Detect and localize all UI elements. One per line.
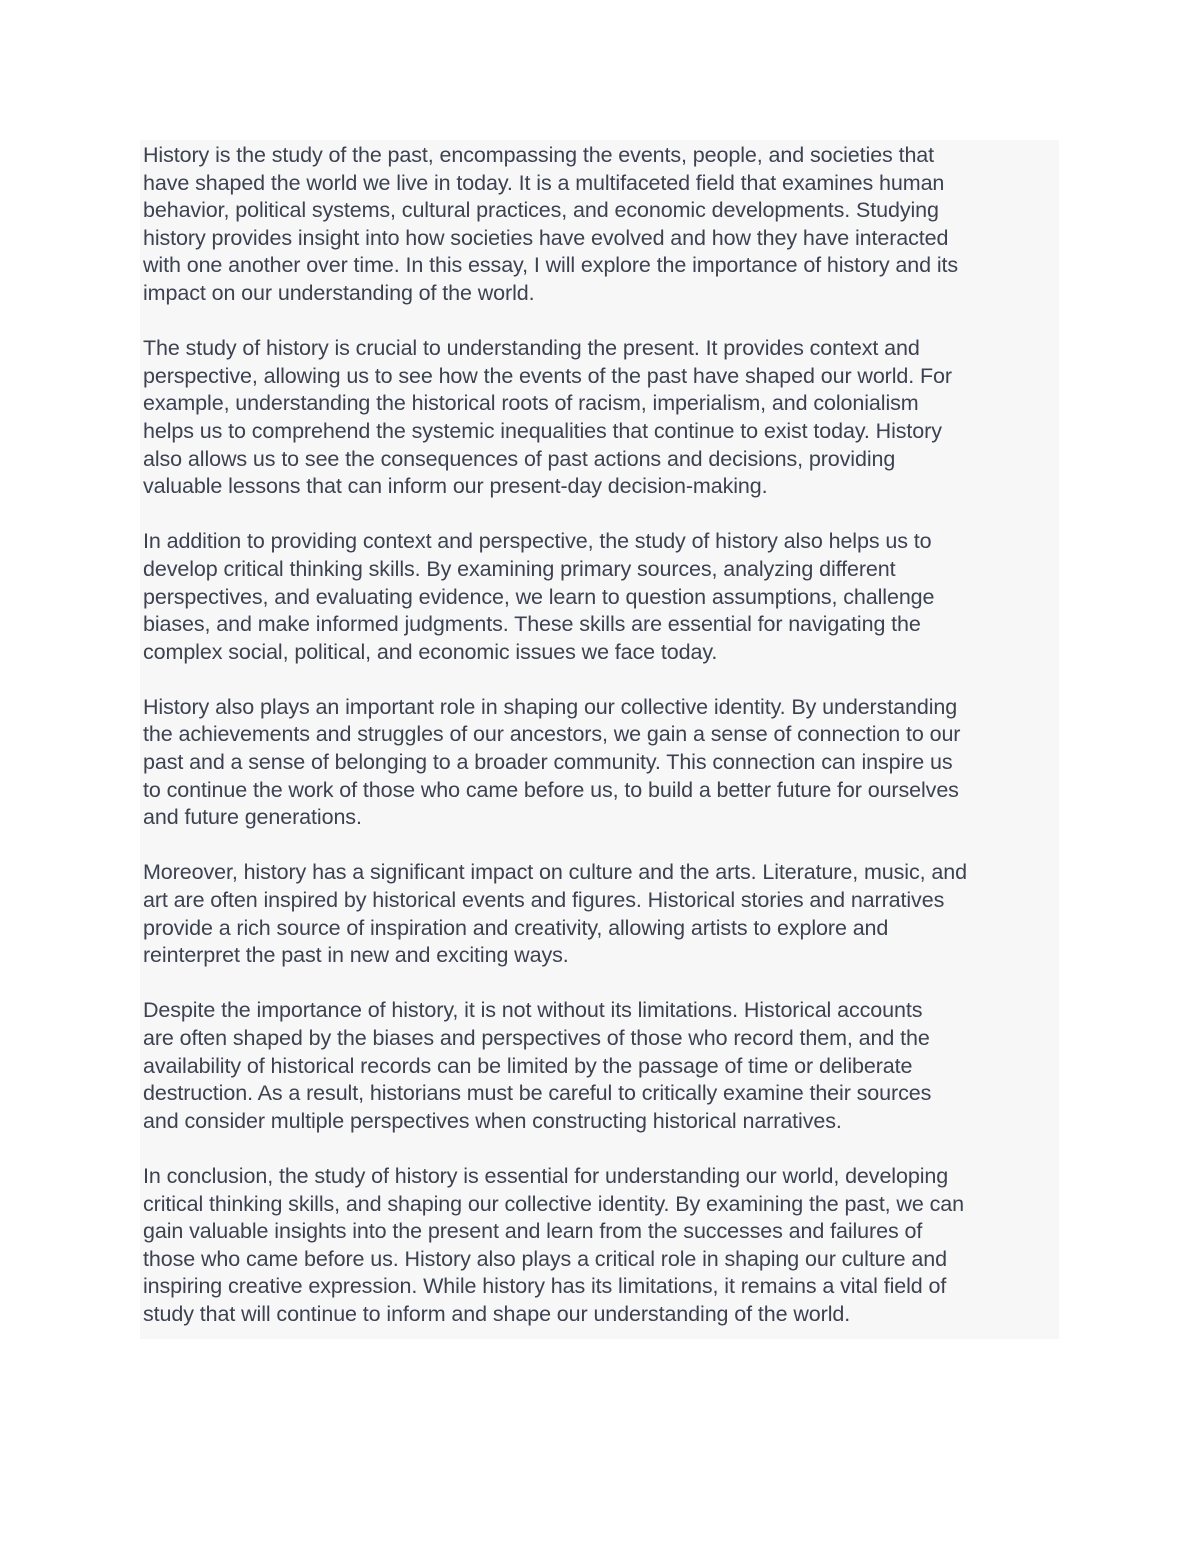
text-line: to continue the work of those who came before us, to build a better future for ourselves — [143, 777, 959, 802]
paragraph-2 — [143, 335, 1059, 501]
text-line: Despite the importance of history, it is not without its limitations. Historical accounts — [143, 998, 923, 1023]
text-line: availability of historical records can be limited by the passage of time or deliberate — [143, 1053, 913, 1078]
paragraph-5 — [143, 859, 1059, 969]
text-line: art are often inspired by historical events and figures. Historical stories and narratives — [143, 888, 945, 913]
essay-text-block — [140, 140, 1059, 1339]
paragraph-7 — [143, 1163, 1059, 1329]
text-line: have shaped the world we live in today. It is a multifaceted field that examines human — [143, 170, 945, 195]
text-line: helps us to comprehend the systemic inequalities that continue to exist today. History — [143, 418, 942, 443]
text-line: complex social, political, and economic issues we face today. — [143, 639, 718, 664]
text-line: perspective, allowing us to see how the events of the past have shaped our world. For — [143, 363, 952, 388]
text-line: valuable lessons that can inform our present-day decision-making. — [143, 474, 768, 499]
text-line: The study of history is crucial to understanding the present. It provides context and — [143, 336, 920, 361]
text-line: destruction. As a result, historians must be careful to critically examine their sources — [143, 1081, 932, 1106]
paragraph-4 — [143, 694, 1059, 832]
text-line: perspectives, and evaluating evidence, we learn to question assumptions, challenge — [143, 584, 935, 609]
text-line: the achievements and struggles of our ancestors, we gain a sense of connection to our — [143, 722, 961, 747]
text-line: with one another over time. In this essay, I will explore the importance of history and its — [143, 253, 959, 278]
text-line: In addition to providing context and perspective, the study of history also helps us to — [143, 529, 932, 554]
text-line: study that will continue to inform and shape our understanding of the world. — [143, 1301, 851, 1326]
text-line: Moreover, history has a significant impact on culture and the arts. Literature, music, and — [143, 860, 967, 885]
text-line: biases, and make informed judgments. These skills are essential for navigating the — [143, 612, 921, 637]
text-line: reinterpret the past in new and exciting ways. — [143, 943, 569, 968]
text-line: impact on our understanding of the world. — [143, 280, 535, 305]
text-line: and future generations. — [143, 805, 362, 830]
text-line: those who came before us. History also plays a critical role in shaping our culture and — [143, 1246, 947, 1271]
text-line: critical thinking skills, and shaping our collective identity. By examining the past, we can — [143, 1191, 964, 1216]
text-line: history provides insight into how societies have evolved and how they have interacted — [143, 225, 949, 250]
text-line: past and a sense of belonging to a broader community. This connection can inspire us — [143, 750, 953, 775]
text-line: and consider multiple perspectives when constructing historical narratives. — [143, 1108, 842, 1133]
text-line: inspiring creative expression. While history has its limitations, it remains a vital field of — [143, 1274, 947, 1299]
text-line: also allows us to see the consequences of past actions and decisions, providing — [143, 446, 896, 471]
text-line: develop critical thinking skills. By examining primary sources, analyzing different — [143, 556, 896, 581]
text-line: behavior, political systems, cultural practices, and economic developments. Studying — [143, 198, 939, 223]
text-line: History is the study of the past, encompassing the events, people, and societies that — [143, 143, 935, 167]
text-line: gain valuable insights into the present and learn from the successes and failures of — [143, 1219, 923, 1244]
text-line: provide a rich source of inspiration and creativity, allowing artists to explore and — [143, 915, 889, 940]
paragraph-6 — [143, 997, 1059, 1135]
paragraph-1 — [143, 142, 1059, 308]
text-line: In conclusion, the study of history is essential for understanding our world, developing — [143, 1163, 949, 1188]
text-line: example, understanding the historical roots of racism, imperialism, and colonialism — [143, 391, 919, 416]
text-line: History also plays an important role in shaping our collective identity. By understanding — [143, 694, 958, 719]
text-line: are often shaped by the biases and perspectives of those who record them, and the — [143, 1026, 930, 1050]
paragraph-3 — [143, 528, 1059, 666]
